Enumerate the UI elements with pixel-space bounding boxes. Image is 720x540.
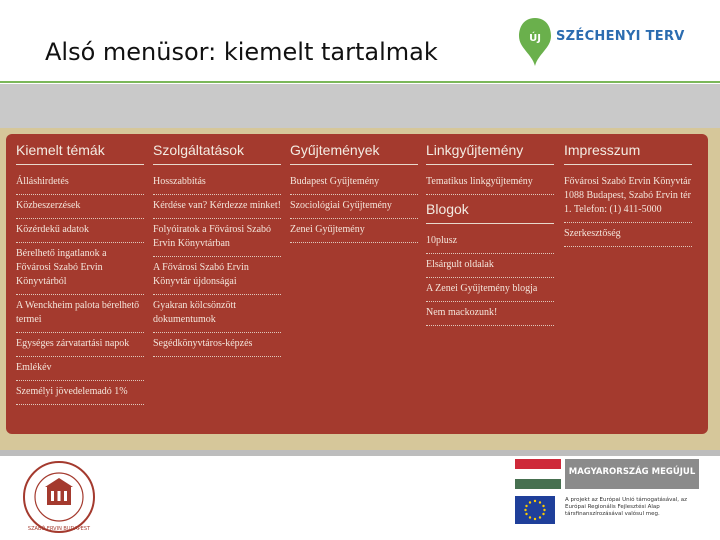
menu-link[interactable]: Folyóiratok a Fővárosi Szabó Ervin Könyvtárban <box>153 219 281 257</box>
menu-link[interactable]: Kérdése van? Kérdezze minket! <box>153 195 281 219</box>
blog-link[interactable]: Elsárgult oldalak <box>426 254 554 278</box>
logo-mark: ÚJ <box>529 33 541 44</box>
hungarian-flag-icon <box>515 459 561 489</box>
menu-link[interactable]: A Fővárosi Szabó Ervin Könyvtár újdonságai <box>153 257 281 295</box>
menu-link[interactable]: Személyi jövedelemadó 1% <box>16 381 144 405</box>
menu-column-szolgaltatasok <box>153 142 281 357</box>
contact-address: Fővárosi Szabó Ervin Könyvtár 1088 Budapest, Szabó Ervin tér 1. Telefon: (1) 411-5000 <box>564 171 692 223</box>
seal-text: SZABÓ ERVIN BUDAPEST <box>27 526 91 532</box>
column-heading[interactable]: Kiemelt témák <box>16 142 144 165</box>
fszek-seal-logo <box>20 460 98 534</box>
banner-text: MAGYARORSZÁG MEGÚJUL <box>568 467 696 477</box>
blog-link[interactable]: 10plusz <box>426 230 554 254</box>
blog-link[interactable]: Nem mackozunk! <box>426 302 554 326</box>
eu-funding-text: A projekt az Európai Unió támogatásával, az Európai Regionális Fejlesztési Alap társfinanszírozásával valósul meg. <box>565 497 688 517</box>
menu-link[interactable]: Emlékév <box>16 357 144 381</box>
eu-flag-icon <box>515 496 555 524</box>
page-header-band <box>0 84 720 130</box>
menu-link[interactable]: Közbeszerzések <box>16 195 144 219</box>
column-heading[interactable]: Linkgyűjtemény <box>426 142 554 165</box>
menu-column-gyujtemenyek <box>290 142 418 243</box>
szechenyi-leaf-icon <box>518 16 552 68</box>
menu-link[interactable]: Gyakran kölcsönzött dokumentumok <box>153 295 281 333</box>
menu-link[interactable]: A Wenckheim palota bérelhető termei <box>16 295 144 333</box>
column-heading[interactable]: Szolgáltatások <box>153 142 281 165</box>
menu-link[interactable]: Bérelhető ingatlanok a Fővárosi Szabó Ervin Könyvtárból <box>16 243 144 295</box>
title-divider <box>0 81 720 83</box>
funding-logos <box>515 459 715 531</box>
slide-title: Alsó menüsor: kiemelt tartalmak <box>45 38 438 66</box>
bottom-menu-panel <box>6 134 708 434</box>
menu-link[interactable]: Egységes zárvatartási napok <box>16 333 144 357</box>
menu-column-kiemelt <box>16 142 144 405</box>
szechenyi-terv-logo <box>518 16 708 70</box>
page-footer-band <box>0 450 720 456</box>
blogs-heading[interactable]: Blogok <box>426 201 554 224</box>
menu-link[interactable]: Segédkönyvtáros-képzés <box>153 333 281 357</box>
menu-link[interactable]: Zenei Gyűjtemény <box>290 219 418 243</box>
menu-column-linkgyujtemeny <box>426 142 554 326</box>
menu-link[interactable]: Szerkesztőség <box>564 223 692 247</box>
menu-link[interactable]: Álláshirdetés <box>16 171 144 195</box>
menu-link[interactable]: Budapest Gyűjtemény <box>290 171 418 195</box>
column-heading[interactable]: Gyűjtemények <box>290 142 418 165</box>
menu-link[interactable]: Tematikus linkgyűjtemény <box>426 171 554 195</box>
blog-link[interactable]: A Zenei Gyűjtemény blogja <box>426 278 554 302</box>
menu-column-impresszum <box>564 142 692 247</box>
menu-link[interactable]: Közérdekű adatok <box>16 219 144 243</box>
megujul-banner <box>565 459 699 489</box>
menu-link[interactable]: Hosszabbítás <box>153 171 281 195</box>
column-heading[interactable]: Impresszum <box>564 142 692 165</box>
menu-link[interactable]: Szociológiai Gyűjtemény <box>290 195 418 219</box>
logo-brand-text: SZÉCHENYI TERV <box>556 29 685 44</box>
